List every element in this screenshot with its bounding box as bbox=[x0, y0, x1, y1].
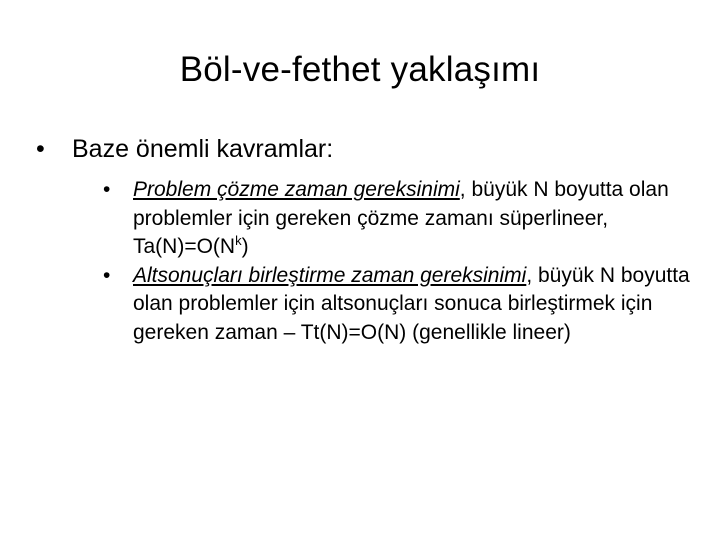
sub-bullet-list bbox=[72, 176, 690, 348]
sub-bullet-text: , büyük N boyutta olan problemler için gereken çözme zamanı süperlineer, Ta(N)=O(N bbox=[133, 178, 669, 259]
term-solve-time: Problem çözme zaman gereksinimi bbox=[133, 178, 460, 201]
term-merge-time: Altsonuçları birleştirme zaman gereksinimi bbox=[133, 263, 527, 287]
sub-bullet-text: , büyük N boyutta olan problemler için altsonuçları sonuca birleştirmek için gereken zaman – Tt(N)=O(N) (genellikle lineer) bbox=[133, 263, 690, 344]
slide-title: Böl-ve-fethet yaklaşımı bbox=[179, 50, 541, 89]
bullet-list bbox=[36, 132, 690, 348]
sub-bullet-text-end: ) bbox=[241, 235, 249, 259]
bullet-marker: • bbox=[36, 135, 45, 163]
main-bullet-text: Baze önemli kavramlar: bbox=[72, 135, 334, 163]
sub-bullet-merge-time bbox=[103, 262, 713, 348]
main-bullet bbox=[36, 132, 690, 348]
sub-bullet-solve-time bbox=[103, 176, 713, 262]
superscript-k: k bbox=[235, 233, 242, 249]
sub-bullet-marker: • bbox=[103, 178, 111, 201]
sub-bullet-marker: • bbox=[103, 263, 111, 287]
